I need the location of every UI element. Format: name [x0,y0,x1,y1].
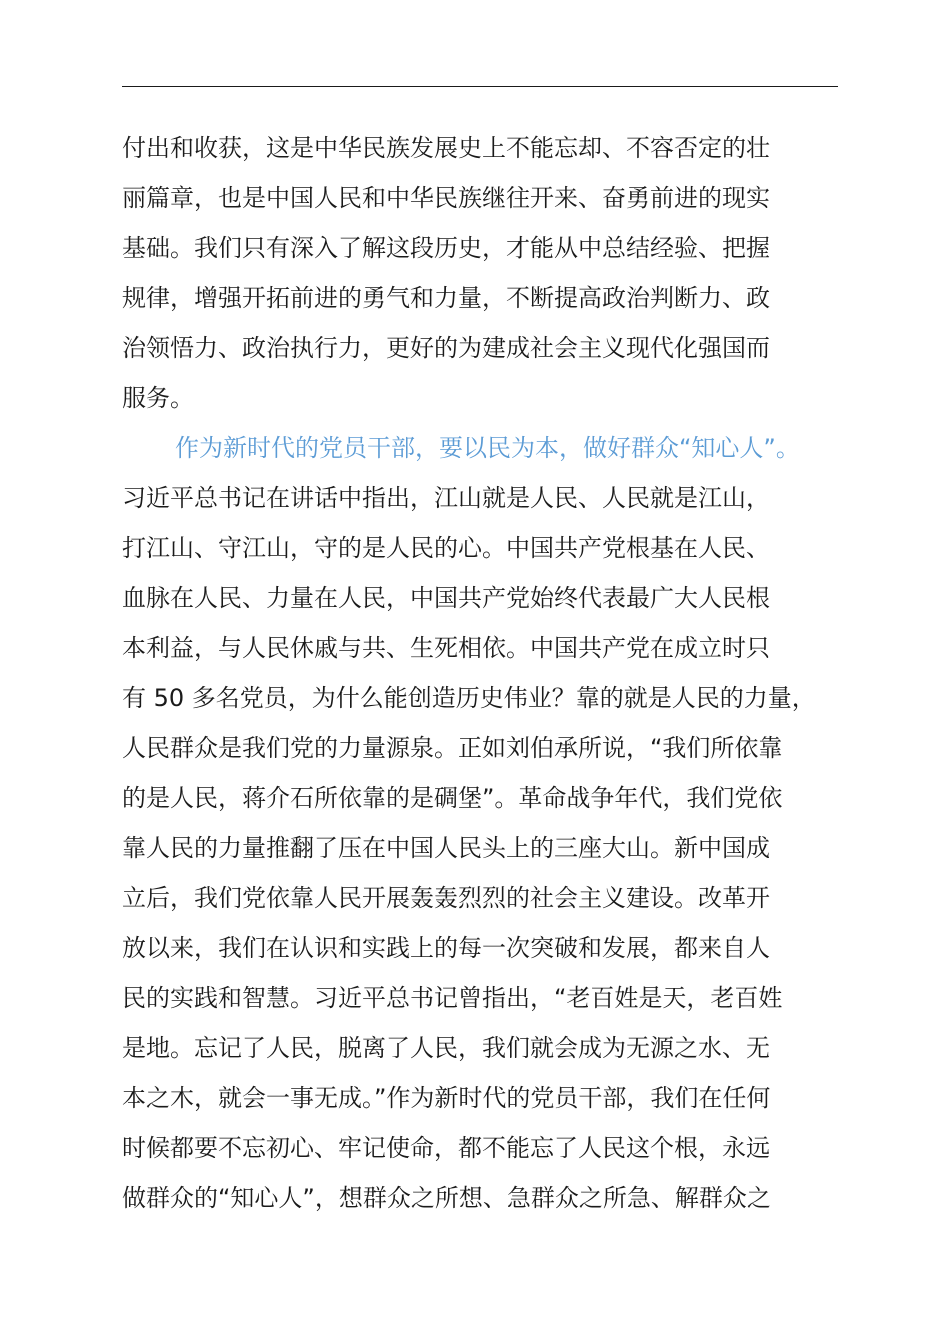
paragraph-line: 放以来，我们在认识和实践上的每一次突破和发展，都来自人 [122,934,770,962]
paragraph-line: 立后，我们党依靠人民开展轰轰烈烈的社会主义建设。改革开 [122,884,770,912]
paragraph-line: 人民群众是我们党的力量源泉。正如刘伯承所说，“我们所依靠 [122,734,783,762]
paragraph-line: 民的实践和智慧。习近平总书记曾指出，“老百姓是天，老百姓 [122,984,783,1012]
header-rule [122,86,838,87]
paragraph-line: 规律，增强开拓前进的勇气和力量，不断提高政治判断力、政 [122,284,770,312]
paragraph-line: 丽篇章，也是中国人民和中华民族继往开来、奋勇前进的现实 [122,184,770,212]
section-heading: 作为新时代的党员干部，要以民为本，做好群众“知心人”。 [175,434,800,462]
paragraph-line: 治领悟力、政治执行力，更好的为建成社会主义现代化强国而 [122,334,770,362]
paragraph-line: 是地。忘记了人民，脱离了人民，我们就会成为无源之水、无 [122,1034,770,1062]
paragraph-line: 做群众的“知心人”，想群众之所想、急群众之所急、解群众之 [122,1184,771,1212]
paragraph-line: 血脉在人民、力量在人民，中国共产党始终代表最广大人民根 [122,584,770,612]
paragraph-line: 服务。 [122,384,194,412]
paragraph-line: 付出和收获，这是中华民族发展史上不能忘却、不容否定的壮 [122,134,770,162]
paragraph-line: 时候都要不忘初心、牢记使命，都不能忘了人民这个根，永远 [122,1134,770,1162]
paragraph-line: 习近平总书记在讲话中指出，江山就是人民、人民就是江山， [122,484,770,512]
paragraph-line: 靠人民的力量推翻了压在中国人民头上的三座大山。新中国成 [122,834,770,862]
paragraph-line: 打江山、守江山，守的是人民的心。中国共产党根基在人民、 [122,534,770,562]
paragraph-line: 的是人民，蒋介石所依靠的是碉堡”。革命战争年代，我们党依 [122,784,783,812]
body-text [122,123,882,1223]
paragraph-line: 本利益，与人民休戚与共、生死相依。中国共产党在成立时只 [122,634,770,662]
paragraph-line: 基础。我们只有深入了解这段历史，才能从中总结经验、把握 [122,234,770,262]
paragraph-line: 本之木，就会一事无成。”作为新时代的党员干部，我们在任何 [122,1084,771,1112]
paragraph-line: 有 50 多名党员，为什么能创造历史伟业？靠的就是人民的力量， [122,684,816,712]
